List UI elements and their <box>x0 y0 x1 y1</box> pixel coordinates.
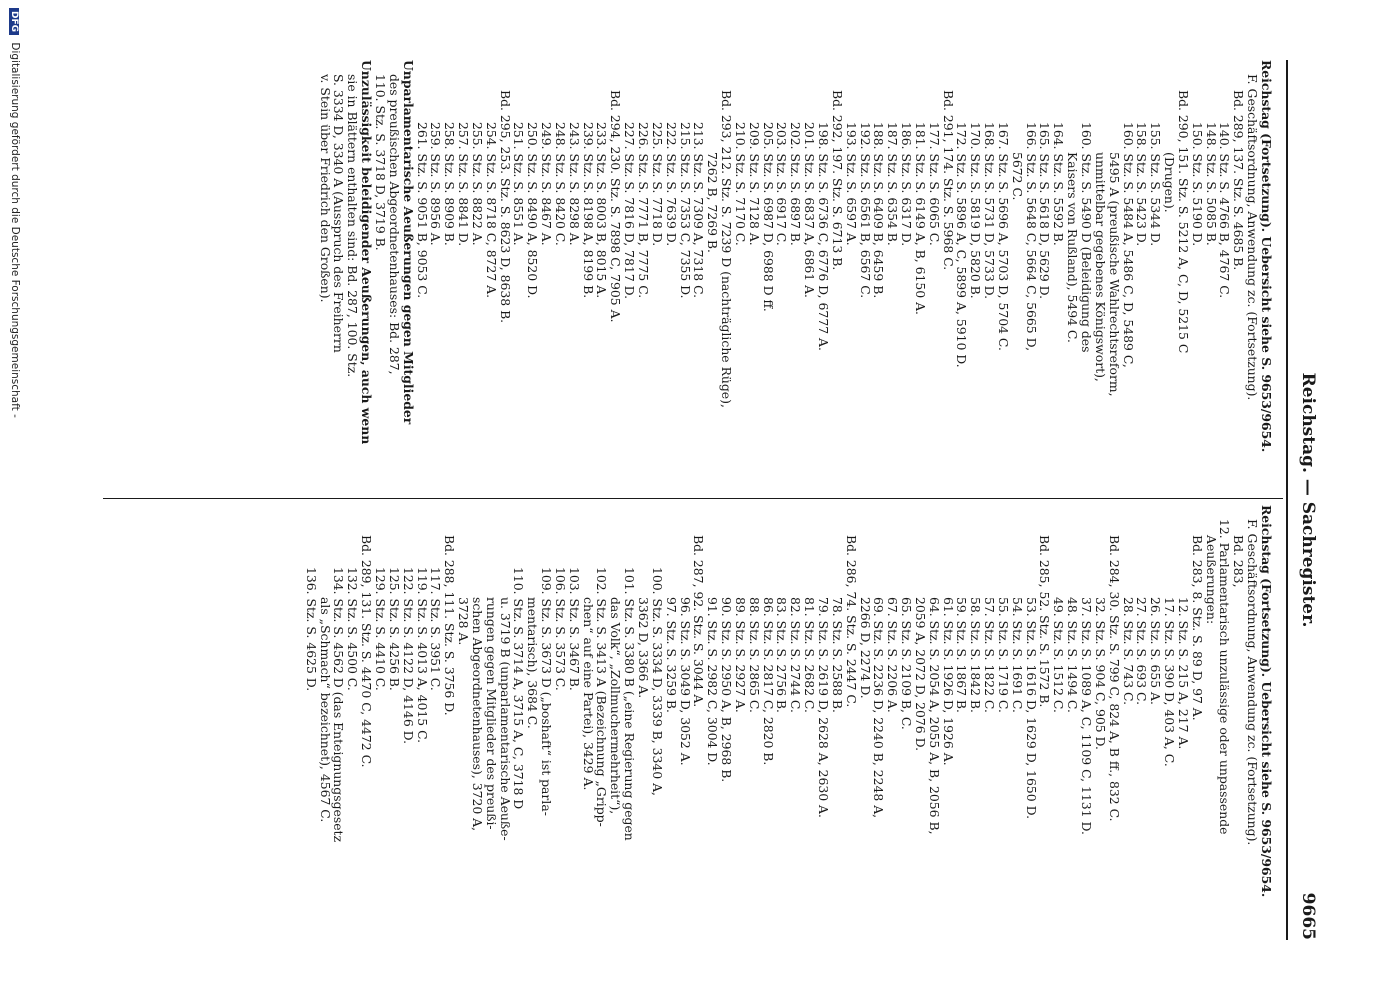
index-line: 167. Stz. S. 5696 A, 5703 D, 5704 C. <box>995 122 1011 351</box>
index-line: F. Geschäftsordnung, Anwendung zc. (Fortsetzung). <box>1245 74 1261 401</box>
index-line: Bd. 290, 151. Stz. S. 5212 A, C, D, 5215 C <box>1175 90 1191 354</box>
index-line: 89. Stz. S. 2927 A. <box>732 597 748 713</box>
index-line: 90. Stz. S. 2950 A, B, 2968 B. <box>719 597 735 783</box>
index-line: 201. Stz. S. 6837 A, 6861 A. <box>802 122 818 298</box>
index-line: Bd. 292, 197. Stz. S. 6713 B. <box>829 90 845 271</box>
index-line: 210. Stz. S. 7170 C. <box>732 122 748 246</box>
index-line: 249. Stz. S. 8467 A. <box>539 122 555 246</box>
index-line: 109. Stz. S. 3673 D („boshaft“ ist parla- <box>539 567 555 816</box>
index-line: 181. Stz. S. 6149 A, B, 6150 A. <box>912 122 928 315</box>
index-line: 69. Stz. S. 2236 D, 2240 B, 2248 A, <box>871 597 887 819</box>
index-line: 225. Stz. S. 7718 D. <box>649 122 665 247</box>
index-line: Bd. 286, 74. Stz. S. 2447 C. <box>843 535 859 708</box>
index-line: 192. Stz. S. 6561 B, 6567 C. <box>857 122 873 299</box>
index-line: chen“ auf eine Partei), 3429 A. <box>580 597 596 791</box>
index-line: 168. Stz. S. 5731 D, 5733 D. <box>982 122 998 300</box>
index-line: Bd. 283, 8. Stz. S. 89 D, 97 A. <box>1189 535 1205 721</box>
index-line: 48. Stz. S. 1494 C. <box>1065 597 1081 713</box>
index-line: S. 3334 D, 3340 A (Ausspruch des Freiherrn <box>331 74 347 353</box>
index-line: 258. Stz. S. 8909 B. <box>442 122 458 246</box>
index-line: 136. Stz. S. 4625 D. <box>303 567 319 692</box>
index-line: 12. Stz. S. 215 A, 217 A. <box>1175 597 1191 750</box>
running-header <box>1290 60 1318 940</box>
index-line: 106. Stz. S. 3573 C. <box>552 567 568 691</box>
page-title: Reichstag. — Sachregister. <box>1298 372 1318 628</box>
index-line: 172. Stz. S. 5896 A, C, 5899 A, 5910 D. <box>954 122 970 368</box>
index-line: 233. Stz. S. 8003 B, 8015 A. <box>594 122 610 299</box>
page-number: 9665 <box>1298 892 1318 940</box>
digitization-footer <box>3 0 21 1000</box>
index-line: Unparlamentarische Aeußerungen gegen Mitglieder <box>400 60 416 425</box>
index-line: Bd. 288, 111. Stz. S. 3756 D. <box>442 535 458 716</box>
index-line: 239. Stz. S. 8198 A, 8199 B. <box>580 122 596 299</box>
index-line: 165. Stz. S. 5618 D, 5629 D. <box>1037 122 1053 300</box>
index-line: 186. Stz. S. 6317 D. <box>899 122 915 247</box>
index-line: 102. Stz. S. 3413 A (Bezeichnung „Gripp- <box>594 567 610 827</box>
right-column <box>318 60 1273 485</box>
index-line: 155. Stz. S. 5344 D. <box>1148 122 1164 247</box>
index-line: 54. Stz. S. 1691 C. <box>1009 597 1025 713</box>
column-divider <box>103 498 1283 499</box>
index-line: 82. Stz. S. 2744 C. <box>788 597 804 713</box>
index-line: Reichstag (Fortsetzung). Uebersicht siehe S. 9653/9654. <box>1259 505 1274 898</box>
index-line: rungen gegen Mitglieder des preußi- <box>483 597 499 830</box>
index-line: 57. Stz. S. 1822 C. <box>982 597 998 713</box>
index-line: 170. Stz. S. 5819 D, 5820 B. <box>968 122 984 299</box>
index-line: 49. Stz. S. 1512 C. <box>1051 597 1067 713</box>
index-line: 160. Stz. S. 5484 A, 5486 C, D, 5489 C, <box>1120 122 1136 368</box>
index-line: 177. Stz. S. 6065 C. <box>926 122 942 246</box>
index-line: 110. Stz. S. 3718 D, 3719 B. <box>373 74 388 251</box>
index-line: 255. Stz. S. 8822 A. <box>469 122 485 246</box>
index-line: Bd. 291, 174. Stz. S. 5968 C. <box>940 90 956 271</box>
index-line: 88. Stz. S. 2865 C. <box>746 597 762 713</box>
index-line: 110. Stz. S. 3714 A, 3715 A, C, 3718 D <box>511 567 527 810</box>
index-line: 259. Stz. S. 8956 A. <box>428 122 444 246</box>
index-line: 32. Stz. S. 904 C, 905 D. <box>1092 597 1108 750</box>
dfg-logo: DFG <box>9 8 19 35</box>
index-line: 59. Stz. S. 1867 B. <box>954 597 970 713</box>
index-line: v. Stein über Friedrich den Großen). <box>317 74 333 303</box>
index-line: 243. Stz. S. 8298 A. <box>566 122 582 246</box>
index-line: 134. Stz. S. 4562 D (das Enteignungsgesetz <box>331 567 347 843</box>
index-line: 83. Stz. S. 2756 B. <box>774 597 790 713</box>
index-line: Bd. 284, 30. Stz. S. 799 C, 824 A, B ff., 832 C. <box>1106 535 1122 822</box>
left-column <box>304 505 1273 930</box>
index-line: das Volk“, „Zollmuchermehrheit“), <box>608 597 624 815</box>
header-rule <box>1286 60 1288 940</box>
index-line: 122. Stz. S. 4122 D, 4146 D. <box>400 567 416 745</box>
index-line: 53. Stz. S. 1616 D, 1629 D, 1650 D. <box>1023 597 1039 820</box>
index-line: 17. Stz. S. 390 D, 403 A, C. <box>1162 597 1178 767</box>
index-line: 125. Stz. S. 4256 B. <box>386 567 402 691</box>
index-line: 100. Stz. S. 3334 D, 3339 B, 3340 A, <box>649 567 665 796</box>
index-line: 78. Stz. S. 2588 B. <box>829 597 845 713</box>
index-line: Bd. 289, 131. Stz. S. 4470 C, 4472 C. <box>359 535 375 768</box>
index-line: u. 3719 B (unparlamentarische Aeuße- <box>497 597 513 841</box>
index-line: 119. Stz. S. 4013 A, 4015 C. <box>414 567 430 744</box>
index-line: 64. Stz. S. 2054 A, 2055 A, B, 2056 B, <box>926 597 942 835</box>
index-line: 91. Stz. S. 2982 C, 3004 D. <box>705 597 721 766</box>
index-line: 3362 D, 3366 A. <box>636 597 652 699</box>
index-line: 226. Stz. S. 7771 B, 7775 C. <box>636 122 652 299</box>
index-line: 5672 C. <box>1009 152 1025 201</box>
index-line: 65. Stz. S. 2109 B, C. <box>899 597 915 730</box>
index-line: 129. Stz. S. 4410 C. <box>373 567 388 691</box>
index-line: 203. Stz. S. 6917 C. <box>774 122 790 246</box>
index-line: (Drugen). <box>1162 152 1178 213</box>
index-line: sie in Blättern enthalten sind: Bd. 287, 100. Stz. <box>345 74 361 378</box>
index-line: 222. Stz. S. 7639 D. <box>663 122 679 247</box>
index-line: 254. Stz. S. 8718 C, 8727 A. <box>483 122 499 299</box>
index-line: schen Abgeordnetenhauses), 3720 A, <box>469 597 485 832</box>
index-line: Bd. 295, 253. Stz. S. 8623 D, 8638 B. <box>497 90 513 324</box>
index-line: Bd. 283, <box>1231 535 1247 588</box>
index-line: 164. Stz. S. 5592 B. <box>1051 122 1067 246</box>
index-line: 158. Stz. S. 5423 D. <box>1134 122 1150 247</box>
index-line: 251. Stz. S. 8551 A. <box>511 122 527 246</box>
index-line: 2266 D, 2274 D. <box>857 597 873 699</box>
digitization-note: Digitalisierung gefördert durch die Deutsche Forschungsgemeinschaft - <box>9 42 21 418</box>
index-line: 250. Stz. S. 8490 A, 8520 D. <box>525 122 541 299</box>
index-line: 96. Stz. S. 3049 D, 3052 A. <box>677 597 693 766</box>
index-line: mentarisch), 3684 C. <box>525 597 541 729</box>
index-line: 148. Stz. S. 5085 B. <box>1203 122 1219 246</box>
index-line: 81. Stz. S. 2682 C. <box>802 597 818 713</box>
index-line: 67. Stz. S. 2206 A. <box>885 597 901 713</box>
index-line: 140. Stz. S. 4766 B, 4767 C. <box>1217 122 1233 299</box>
index-line: 7262 B, 7269 B. <box>705 152 721 253</box>
index-line: 101. Stz. S. 3380 B („eine Regierung gegen <box>622 567 638 841</box>
index-line: 209. Stz. S. 7128 A. <box>746 122 762 246</box>
index-line: Bd. 293, 212. Stz. S. 7239 D (nachträgliche Rüge), <box>719 90 735 408</box>
index-line: 28. Stz. S. 743 C. <box>1120 597 1136 706</box>
index-line: als „Schmach“ bezeichnet), 4567 C. <box>317 597 333 823</box>
index-line: 117. Stz. S. 3951 C. <box>428 567 444 691</box>
index-line: Bd. 287, 92. Stz. S. 3044 A. <box>691 535 707 708</box>
index-line: 86. Stz. S. 2817 C, 2820 B. <box>760 597 776 766</box>
index-line: Bd. 294, 230. Stz. S. 7898 C, 7905 A. <box>608 90 624 323</box>
index-line: 166. Stz. S. 5648 C, 5664 C, 5665 D, <box>1023 122 1039 352</box>
index-line: 132. Stz. S. 4500 C. <box>345 567 361 691</box>
index-line: 27. Stz. S. 693 C. <box>1134 597 1150 706</box>
index-line: 12. Parlamentarisch unzulässige oder unpassende <box>1217 519 1233 835</box>
index-line: 37. Stz. S. 1089 A, C, 1109 C, 1131 D. <box>1079 597 1095 835</box>
index-line: 205. Stz. S. 6987 D, 6988 D ff. <box>760 122 776 312</box>
index-line: 55. Stz. S. 1719 C. <box>995 597 1011 713</box>
index-line: Reichstag (Fortsetzung). Uebersicht siehe S. 9653/9654. <box>1259 60 1274 453</box>
index-line: 2059 A, 2072 D, 2076 D. <box>912 597 928 752</box>
index-line: 188. Stz. S. 6409 B, 6459 B. <box>871 122 887 299</box>
index-line: 227. Stz. S. 7816 D, 7817 D. <box>622 122 638 300</box>
index-line: des preußischen Abgeordnetenhauses: Bd. 287, <box>386 74 402 375</box>
index-line: 215. Stz. S. 7353 C, 7355 D. <box>677 122 693 299</box>
index-line: Unzulässigkeit beleidigender Aeußerungen, auch wenn <box>359 60 375 445</box>
index-line: 97. Stz. S. 3259 B. <box>663 597 679 713</box>
index-line: 5495 A (preußische Wahlrechtsreform, <box>1106 152 1122 397</box>
index-line: 193. Stz. S. 6597 A. <box>843 122 859 246</box>
index-line: 79. Stz. S. 2619 D, 2628 A, 2630 A. <box>816 597 831 818</box>
index-line: 257. Stz. S. 8841 D. <box>456 122 472 247</box>
index-line: 3728 A. <box>456 597 472 646</box>
index-line: 26. Stz. S. 655 A. <box>1148 597 1164 705</box>
index-line: 150. Stz. S. 5190 D. <box>1189 122 1205 247</box>
index-line: 213. Stz. S. 7309 A, 7318 C. <box>691 122 707 299</box>
index-line: Bd. 285, 52. Stz. S. 1572 B. <box>1037 535 1053 708</box>
index-line: 58. Stz. S. 1842 B. <box>968 597 984 713</box>
index-line: 160. Stz. S. 5490 D (Beleidigung des <box>1079 122 1095 353</box>
index-line: 61. Stz. S. 1926 D, 1926 A. <box>940 597 956 766</box>
index-line: Aeußerungen: <box>1203 535 1219 625</box>
index-line: Bd. 289, 137. Stz. S. 4685 B. <box>1231 90 1247 271</box>
index-line: 248. Stz. S. 8420 C. <box>552 122 568 246</box>
index-line: 261. Stz. S. 9051 B, 9053 C. <box>414 122 430 299</box>
index-line: 103. Stz. S. 3467 B. <box>566 567 582 691</box>
index-line: F. Geschäftsordnung, Anwendung zc. (Fortsetzung). <box>1245 519 1261 846</box>
index-line: Kaisers von Rußland), 5494 C. <box>1065 152 1081 343</box>
index-line: 187. Stz. S. 6354 B. <box>885 122 901 246</box>
index-line: 202. Stz. S. 6897 B. <box>788 122 804 246</box>
index-line: unmittelbar gegebenes Königswort), <box>1092 152 1108 382</box>
index-line: 198. Stz. S. 6736 C, 6776 D, 6777 A. <box>816 122 831 351</box>
